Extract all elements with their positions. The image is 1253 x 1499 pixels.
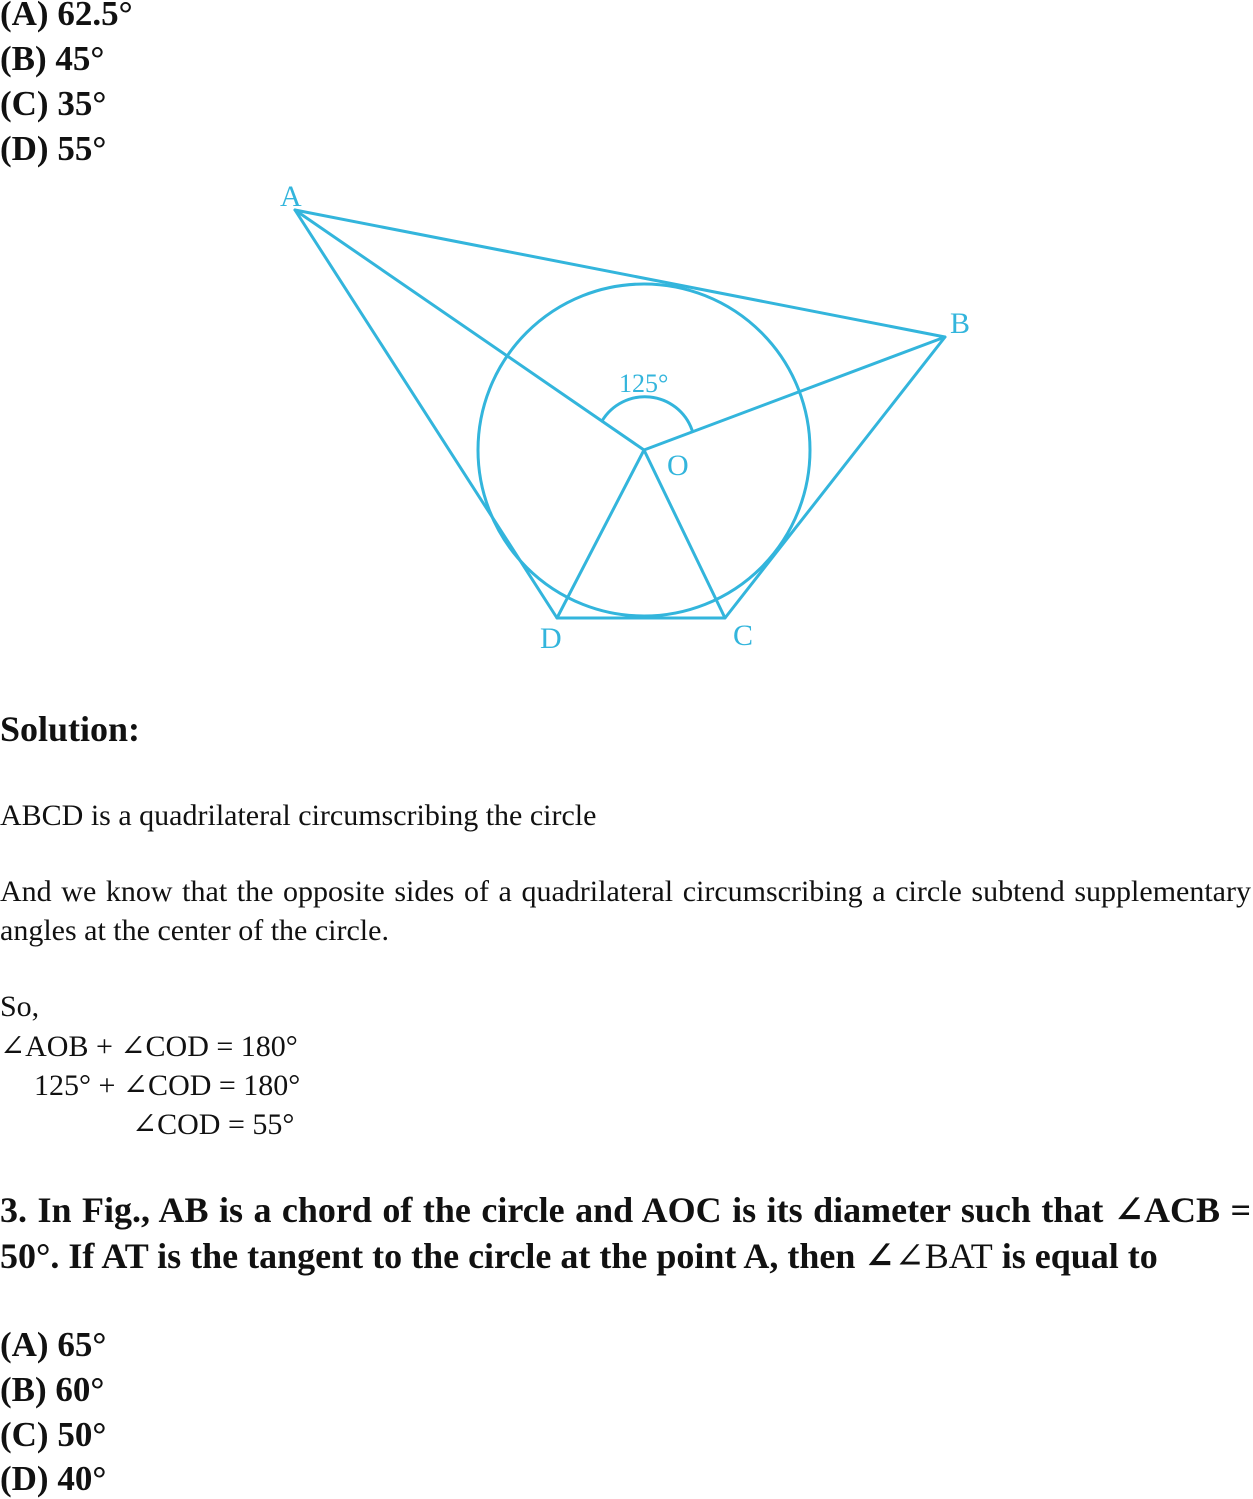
option-c: (C) 50°: [0, 1415, 107, 1454]
question-3-text: [0, 1188, 1251, 1279]
quadrilateral-circle-figure: [0, 0, 1253, 680]
question-3-angle: ∠BAT: [894, 1235, 993, 1276]
option-c-prev: (C) 35°: [0, 84, 107, 123]
angle-label-aob: 125°: [619, 369, 669, 398]
vertex-label-a: A: [280, 180, 302, 213]
segment-oa: [295, 210, 644, 450]
equation-2: 125° + ∠COD = 180°: [34, 1069, 301, 1102]
option-d-prev: (D) 55°: [0, 129, 107, 168]
solution-line-1: ABCD is a quadrilateral circumscribing the circle: [0, 799, 597, 832]
vertex-label-c: C: [733, 619, 754, 652]
option-a-prev: (A) 62.5°: [0, 0, 133, 33]
question-3-end: is equal to: [992, 1235, 1158, 1276]
question-3-main: 3. In Fig., AB is a chord of the circle and AOC is its diameter such that ∠ACB = 50°. If AT is the tangent to the circle at the point A, then ∠: [0, 1190, 1251, 1276]
segment-od: [557, 450, 644, 618]
option-a: (A) 65°: [0, 1325, 107, 1364]
center-label-o: O: [667, 449, 689, 482]
option-b: (B) 60°: [0, 1370, 105, 1409]
option-b-prev: (B) 45°: [0, 39, 105, 78]
option-d: (D) 40°: [0, 1459, 107, 1498]
equation-1: ∠AOB + ∠COD = 180°: [0, 1030, 298, 1063]
quadrilateral-abcd: [295, 210, 945, 618]
solution-line-2: And we know that the opposite sides of a quadrilateral circumscribing a circle subtend supplementary angles at the center of the circle.: [0, 875, 1251, 947]
equation-3: ∠COD = 55°: [132, 1108, 295, 1141]
solution-so: So,: [0, 990, 40, 1023]
vertex-label-d: D: [540, 622, 562, 655]
solution-heading: Solution:: [0, 709, 141, 749]
angle-aob-arc: [602, 397, 692, 430]
vertex-label-b: B: [950, 307, 971, 340]
